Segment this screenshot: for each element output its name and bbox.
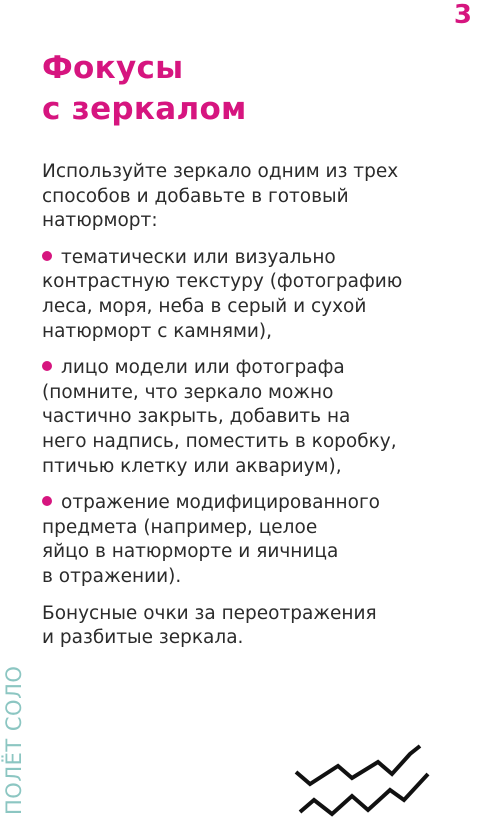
bullet-line: (помните, что зеркало можно [42, 381, 334, 403]
intro-paragraph [42, 160, 462, 234]
side-label: ПОЛЁТ СОЛО [2, 665, 26, 815]
bullet-line: него надпись, поместить в коробку, [42, 430, 397, 452]
intro-line: натюрморт: [42, 210, 158, 232]
bonus-line: Бонусные очки за переотражения [42, 602, 377, 624]
bonus-paragraph [42, 602, 462, 651]
title-line-2: с зеркалом [42, 91, 247, 127]
bullet-line: леса, моря, неба в серый и сухой [42, 295, 367, 317]
bullet-item [42, 491, 462, 589]
intro-line: способов и добавьте в готовый [42, 185, 349, 207]
zigzag-lines-icon [292, 738, 434, 818]
bullet-line [42, 246, 462, 271]
bonus-line: и разбитые зеркала. [42, 627, 244, 649]
title-line-1: Фокусы [42, 50, 184, 86]
bullet-item [42, 246, 462, 344]
page-title [42, 48, 247, 130]
bullet-text: тематически или визуально [61, 246, 336, 268]
bullet-dot-icon [42, 496, 52, 506]
bullet-line: натюрморт с камнями), [42, 320, 273, 342]
page-number: 3 [453, 0, 472, 30]
body-text [42, 160, 462, 663]
bullet-line: контрастную текстуру (фотографию [42, 271, 403, 293]
bullet-line: птичью клетку или аквариум), [42, 455, 342, 477]
zigzag-line-top [296, 746, 420, 784]
bullet-line: предмета (например, целое [42, 516, 318, 538]
bullet-line: яйцо в натюрморте и яичница [42, 541, 339, 563]
intro-line: Используйте зеркало одним из трех [42, 161, 399, 182]
bullet-line: в отражении). [42, 565, 182, 587]
bullet-text: лицо модели или фотографа [61, 357, 345, 379]
bullet-item [42, 356, 462, 479]
bullet-line [42, 356, 462, 381]
bullet-dot-icon [42, 251, 52, 261]
bullet-dot-icon [42, 361, 52, 371]
bullet-text: отражение модифицированного [61, 492, 380, 514]
bullet-line [42, 491, 462, 516]
bullet-line: частично закрыть, добавить на [42, 406, 351, 428]
